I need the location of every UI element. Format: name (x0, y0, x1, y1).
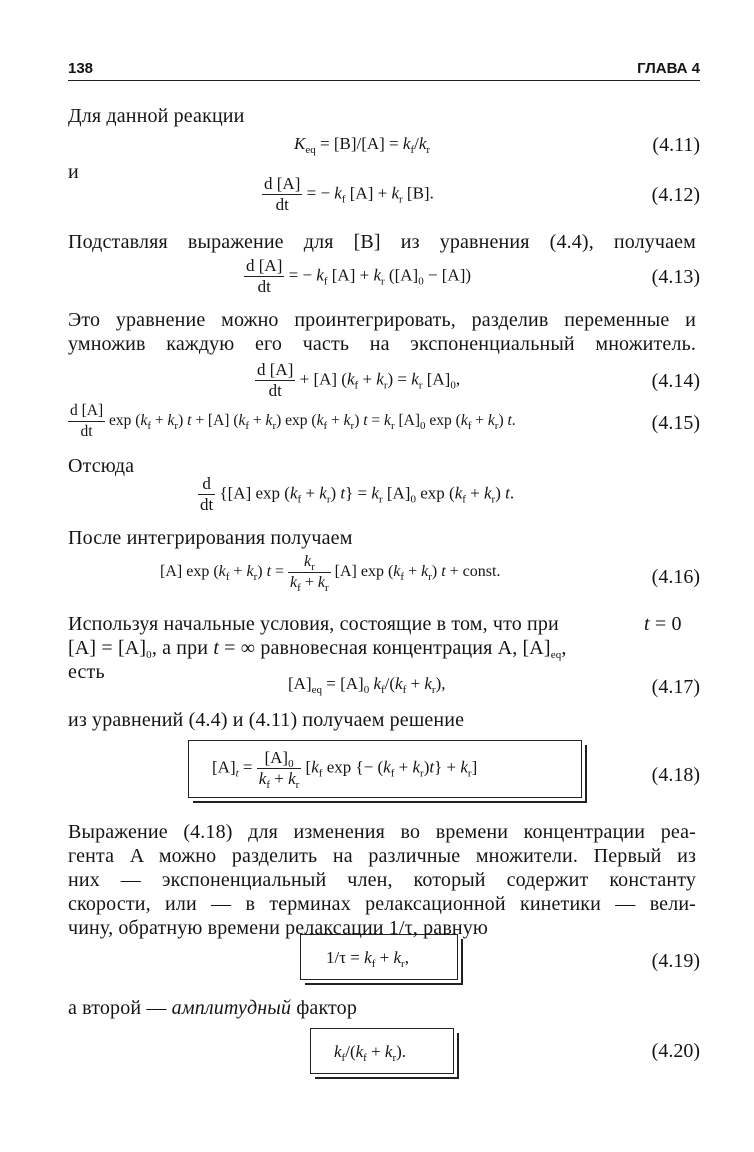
paragraph-initial-conditions-line-3: есть (68, 661, 105, 683)
paragraph-expression-line-4: скорости, или — в терминах релаксационной кинетики — вели- (68, 893, 696, 915)
paragraph-integrate-line-2: умножив каждую его часть на экспоненциальный множитель. (68, 333, 696, 355)
fraction-kr-over-sum: $\frac{k_r}{k_f + k_r}$ (290, 553, 329, 594)
fraction-dA-dt: $\frac{d [A]}{dt}$ (246, 256, 283, 296)
equation-number-4-12: (4.12) (651, 184, 700, 206)
equation-4-16: [A] $\exp (k_f + k_r) t$ = $\frac{k_r}{k_f + k_r}$ [A] $\exp (k_f + k_r) t$ + const. (160, 553, 501, 594)
equation-number-4-11: (4.11) (652, 134, 700, 156)
chapter-title: ГЛАВА 4 (637, 60, 700, 77)
equation-number-4-13: (4.13) (651, 266, 700, 288)
paragraph-initial-conditions-line-1: Используя начальные условия, состоящие в том, что при (68, 613, 559, 635)
paragraph-after-integration: После интегрирования получаем (68, 527, 353, 549)
equation-4-20: $k_f/(k_f + k_r)$. (334, 1042, 407, 1064)
paragraph-expression-line-2: гента A можно разделить на различные множители. Первый из (68, 845, 696, 867)
paragraph-amplitude: а второй — амплитудный фактор (68, 997, 357, 1019)
equation-number-4-15: (4.15) (651, 412, 700, 434)
fraction-dA-dt: $\frac{d [A]}{dt}$ (257, 360, 294, 400)
fraction-dA-dt: $\frac{d [A]}{dt}$ (264, 174, 301, 214)
equation-number-4-20: (4.20) (651, 1040, 700, 1062)
paragraph-expression-line-5: чину, обратную времени релаксации 1/τ, равную (68, 917, 489, 939)
equation-4-13: $\frac{d [A]}{dt}$ = − $k_f$ $[A] + k_r$ $([A]_0 - [A])$ (246, 256, 472, 296)
equation-number-4-16: (4.16) (651, 566, 700, 588)
equation-number-4-14: (4.14) (651, 370, 700, 392)
equation-4-12: $\frac{d [A]}{dt}$ = − $k_f$ $[A] + k_r$ [B]. (264, 174, 434, 214)
equation-4-11: $K_{eq} = [B]/[A] = k_f/k_r$ (294, 134, 431, 156)
fraction-d-dt: $\frac{d}{dt}$ (200, 474, 214, 514)
paragraph-integrate-line-1: Это уравнение можно проинтегрировать, разделив переменные и (68, 309, 696, 331)
equation-4-15: $\frac{d [A]}{dt}$ $\exp (k_f + k_r) t + [A] (k_f + k_r)$ $\exp (k_f + k_r) t = k_r$ $[A]_0$ $\exp (k_f + k_r)$ t. (70, 402, 516, 440)
equation-4-18: $[A]_t$ = $\frac{[A]_0}{k_f + k_r}$ [$k_f$ exp {− $(k_f + k_r)t\} + k_r$] (212, 748, 478, 791)
paragraph-hence: Отсюда (68, 455, 135, 477)
equation-number-4-19: (4.19) (651, 950, 700, 972)
paragraph-intro: Для данной реакции (68, 105, 245, 127)
paragraph-solution: из уравнений (4.4) и (4.11) получаем решение (68, 709, 465, 731)
equation-number-4-18: (4.18) (651, 764, 700, 786)
header-rule (68, 80, 700, 81)
equation-4-14: $\frac{d [A]}{dt}$ + [A] $(k_f + k_r) = k_r$ $[A]_0$, (257, 360, 461, 400)
paragraph-substitution: Подставляя выражение для [B] из уравнения (4.4), получаем (68, 231, 696, 253)
paragraph-expression-line-1: Выражение (4.18) для изменения во времени концентрации реа- (68, 821, 696, 843)
condition-t-zero: t = 0 (644, 613, 682, 635)
fraction-dA-dt: $\frac{d [A]}{dt}$ (70, 402, 104, 440)
amplitude-term: амплитудный (171, 997, 292, 1019)
paragraph-initial-conditions-line-2: $[A] = [A]_0$, а при t = ∞ равновесная концентрация A, $[A]_{eq}$, (68, 637, 567, 661)
equation-4-19: $1/\tau = k_f + k_r$, (326, 948, 409, 970)
page-number: 138 (68, 60, 94, 77)
fraction-A0-over-sum: $\frac{[A]_0}{k_f + k_r}$ (258, 748, 300, 791)
paragraph-expression-line-3: них — экспоненциальный член, который содержит константу (68, 869, 696, 891)
conjunction-and: и (68, 161, 79, 183)
equation-4-17: $[A]_{eq} = [A]_0$ $k_f/(k_f + k_r)$, (288, 674, 446, 696)
equation-unnumbered: $\frac{d}{dt}$ {[A] $\exp (k_f + k_r) t\} = k_r$ $[A]_0$ $\exp (k_f + k_r)$ t. (200, 474, 515, 514)
equation-number-4-17: (4.17) (651, 676, 700, 698)
